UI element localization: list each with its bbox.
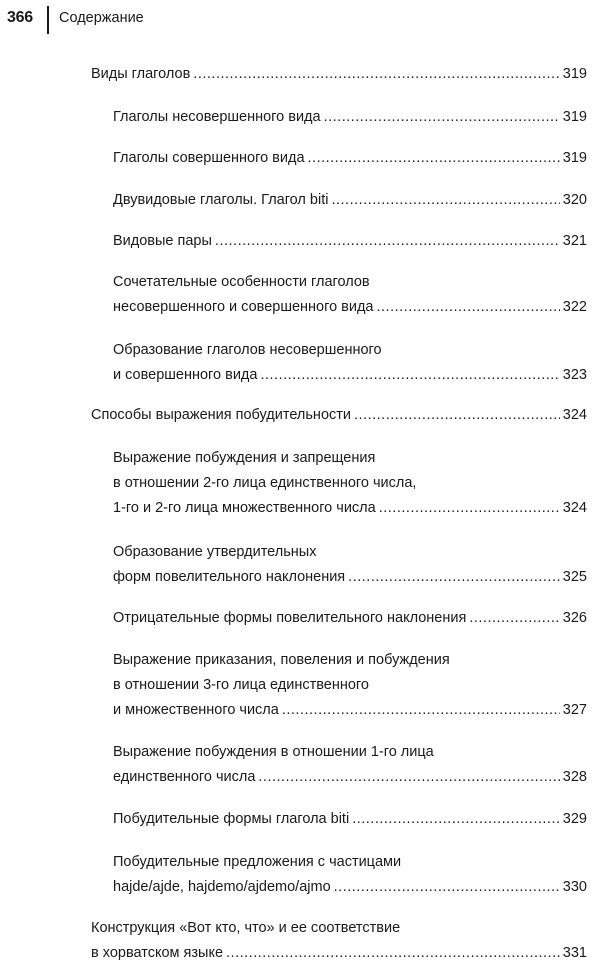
toc-entry-title: Конструкция «Вот кто, что» и ее соответствие — [91, 920, 401, 936]
toc-entry[interactable] — [113, 338, 587, 388]
toc-entry[interactable] — [113, 270, 587, 320]
toc-entry[interactable] — [113, 146, 587, 171]
dot-leader — [260, 363, 559, 388]
toc-page-number: 329 — [562, 811, 587, 827]
toc-page-number: 326 — [562, 610, 587, 626]
toc-page-number: 320 — [562, 192, 587, 208]
toc-entry-title: Побудительные предложения с частицами — [113, 854, 402, 870]
toc-entry[interactable] — [113, 105, 587, 130]
toc-page-number: 321 — [562, 233, 587, 249]
dot-leader — [215, 229, 560, 254]
toc-entry-title: Отрицательные формы повелительного наклонения — [113, 610, 467, 626]
toc-entry-title: Выражение побуждения и запрещения — [113, 450, 376, 466]
toc-entry[interactable] — [113, 188, 587, 213]
toc-page-number: 319 — [562, 66, 587, 82]
toc-entry[interactable] — [113, 648, 587, 723]
toc-entry[interactable] — [91, 916, 587, 966]
toc-entry-title: Образование глаголов несовершенного — [113, 342, 382, 358]
toc-page-number: 328 — [562, 769, 587, 785]
dot-leader — [193, 62, 560, 87]
toc-entry-title: Образование утвердительных — [113, 544, 317, 560]
dot-leader — [308, 146, 560, 171]
toc-entry-title: Двувидовые глаголы. Глагол biti — [113, 192, 329, 208]
toc-entry-title-continued: hajde/ajde, hajdemo/ajdemo/ajmo — [113, 879, 331, 895]
dot-leader — [354, 403, 560, 428]
dot-leader — [379, 496, 560, 521]
toc-page-number: 322 — [562, 299, 587, 315]
toc-entry[interactable] — [113, 807, 587, 832]
toc-entry-title: Выражение побуждения в отношении 1-го лица — [113, 744, 434, 760]
dot-leader — [331, 188, 559, 213]
dot-leader — [377, 295, 560, 320]
toc-entry-title: Выражение приказания, повеления и побуждения — [113, 652, 450, 668]
toc-entry[interactable] — [113, 229, 587, 254]
toc-entry-title-continued: и совершенного вида — [113, 367, 258, 383]
toc-page-number: 330 — [562, 879, 587, 895]
toc-entry-title: Видовые пары — [113, 233, 212, 249]
dot-leader — [348, 565, 560, 590]
dot-leader — [258, 765, 559, 790]
toc-entry[interactable] — [113, 850, 587, 900]
toc-entry-title: Способы выражения побудительности — [91, 407, 351, 423]
toc-entry-title-continued: в отношении 2-го лица единственного числа, — [113, 475, 417, 491]
toc-entry-title-continued: единственного числа — [113, 769, 256, 785]
toc-entry-title: Побудительные формы глагола biti — [113, 811, 350, 827]
dot-leader — [324, 105, 560, 130]
toc-entry-title-continued: в хорватском языке — [91, 945, 224, 961]
toc-entry[interactable] — [91, 403, 587, 428]
toc-entry[interactable] — [91, 62, 587, 87]
page-number: 366 — [7, 9, 33, 26]
toc-entry[interactable] — [113, 740, 587, 790]
toc-entry-title-continued: и множественного числа — [113, 702, 279, 718]
toc-entry-title-continued: форм повелительного наклонения — [113, 569, 346, 585]
toc-entry-title: Сочетательные особенности глаголов — [113, 274, 370, 290]
dot-leader — [226, 941, 560, 966]
dot-leader — [334, 875, 560, 900]
toc-page-number: 327 — [562, 702, 587, 718]
toc-entry-title-continued: несовершенного и совершенного вида — [113, 299, 374, 315]
toc-entry[interactable] — [113, 540, 587, 590]
toc-page-number: 324 — [562, 407, 587, 423]
dot-leader — [469, 606, 559, 631]
toc-page-number: 324 — [562, 500, 587, 516]
toc-entry[interactable] — [113, 606, 587, 631]
toc-page-number: 319 — [562, 150, 587, 166]
toc-entry[interactable] — [113, 446, 587, 521]
toc-page-number: 331 — [562, 945, 587, 961]
toc-entry-title: Виды глаголов — [91, 66, 191, 82]
dot-leader — [282, 698, 560, 723]
toc-page-number: 325 — [562, 569, 587, 585]
toc-entry-title-continued: 1-го и 2-го лица множественного числа — [113, 500, 376, 516]
toc-entry-title: Глаголы совершенного вида — [113, 150, 305, 166]
dot-leader — [352, 807, 560, 832]
toc-page-number: 323 — [562, 367, 587, 383]
toc-page-number: 319 — [562, 109, 587, 125]
toc-entry-title-continued: в отношении 3-го лица единственного — [113, 677, 369, 693]
running-section-title: Содержание — [59, 10, 144, 26]
toc-entry-title: Глаголы несовершенного вида — [113, 109, 321, 125]
